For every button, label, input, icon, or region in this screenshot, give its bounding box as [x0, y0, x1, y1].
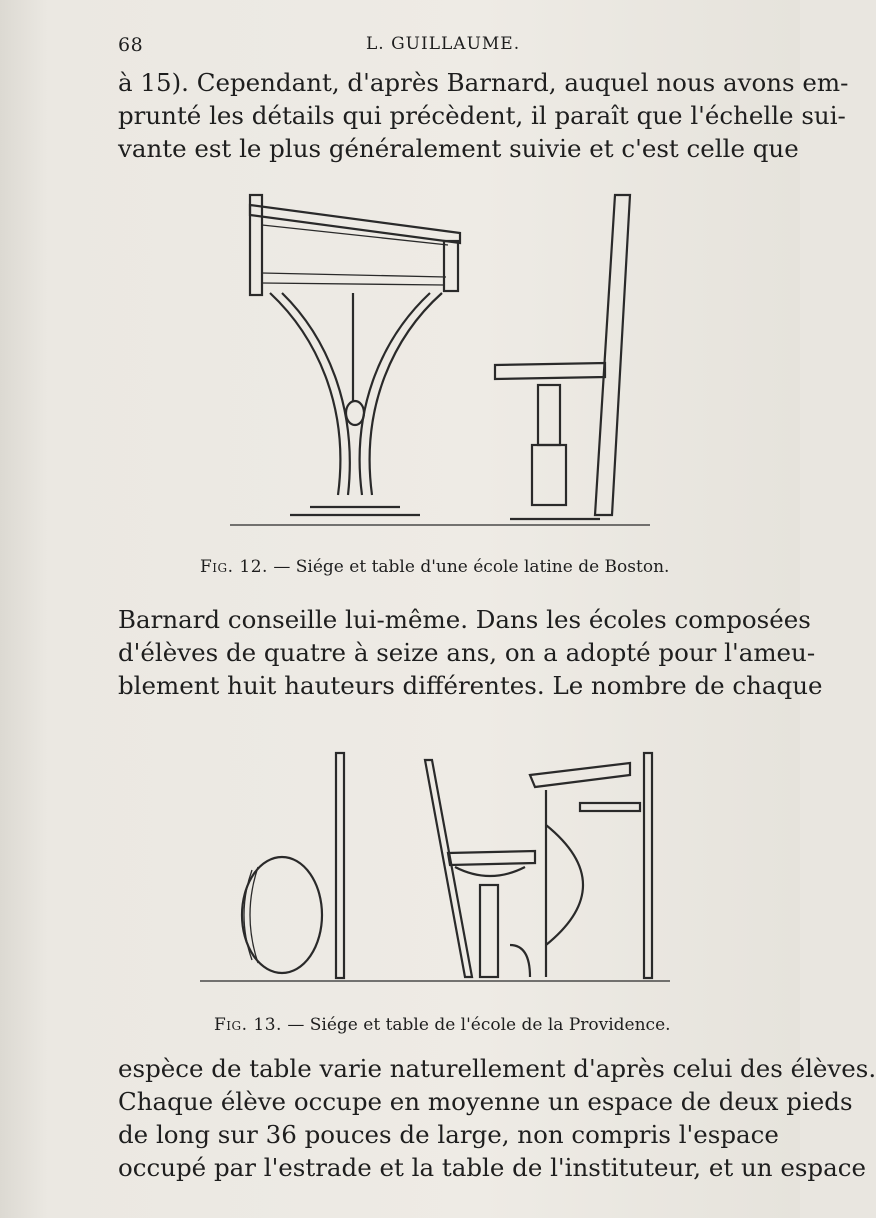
boston-desk-and-seat-drawing: [220, 185, 660, 535]
figure-13-caption-text: — Siége et table de l'école de la Providence.: [287, 1015, 671, 1035]
paragraph-1: [118, 66, 849, 165]
seat-top-view-rim: [244, 867, 258, 963]
desk-boss: [346, 401, 364, 425]
text-line: de long sur 36 pouces de large, non compris l'espace: [118, 1120, 779, 1149]
desk-box-lines: [262, 225, 448, 285]
desk-foot: [510, 945, 530, 977]
text-line: Barnard conseille lui-même. Dans les écoles composées: [118, 605, 811, 634]
chair-pedestal: [480, 885, 498, 977]
chair-seat-cup: [455, 867, 525, 876]
chair-slanted-back: [425, 760, 472, 977]
text-line: occupé par l'estrade et la table de l'instituteur, et un espace: [118, 1153, 866, 1182]
providence-desk-and-seat-drawing: [200, 745, 670, 990]
desk-curved-side: [546, 790, 583, 977]
desk-back-upright: [644, 753, 652, 978]
running-head: L. GUILLAUME.: [366, 34, 521, 54]
chair-pedestal: [538, 385, 560, 445]
figure-12-number: Fig. 12.: [200, 557, 268, 577]
desk-leg-left-a: [270, 293, 340, 495]
desk-shelf: [580, 803, 640, 811]
page-number: 68: [118, 34, 144, 56]
desk-feet: [290, 507, 420, 515]
chair-back: [595, 195, 630, 515]
text-line: à 15). Cependant, d'après Barnard, auquel nous avons em-: [118, 68, 849, 97]
figure-13-illustration: [200, 745, 670, 990]
paragraph-2: [118, 603, 823, 702]
desk-front-board: [444, 241, 458, 291]
text-line: d'élèves de quatre à seize ans, on a adopté pour l'ameu-: [118, 638, 816, 667]
desk-top: [250, 205, 460, 243]
seat-back-upright: [336, 753, 344, 978]
paragraph-3: [118, 1052, 876, 1184]
text-line: espèce de table varie naturellement d'après celui des élèves.: [118, 1054, 876, 1083]
desk-end-board: [250, 195, 262, 295]
text-line: Chaque élève occupe en moyenne un espace de deux pieds: [118, 1087, 853, 1116]
text-line: vante est le plus généralement suivie et c'est celle que: [118, 134, 799, 163]
figure-12-illustration: [220, 185, 660, 535]
figure-12-caption: [200, 557, 669, 577]
chair-seat: [495, 363, 605, 379]
chair-seat: [448, 851, 535, 865]
text-line: prunté les détails qui précèdent, il paraît que l'échelle sui-: [118, 101, 846, 130]
page-header: [118, 34, 758, 64]
text-line: blement huit hauteurs différentes. Le nombre de chaque: [118, 671, 823, 700]
figure-13-caption: [214, 1015, 671, 1035]
chair-pedestal-base: [532, 445, 566, 505]
figure-12-caption-text: — Siége et table d'une école latine de Boston.: [273, 557, 670, 577]
figure-13-number: Fig. 13.: [214, 1015, 282, 1035]
desk-leg-right-b: [370, 293, 442, 495]
desk-top: [530, 763, 630, 787]
seat-top-view: [242, 857, 322, 973]
